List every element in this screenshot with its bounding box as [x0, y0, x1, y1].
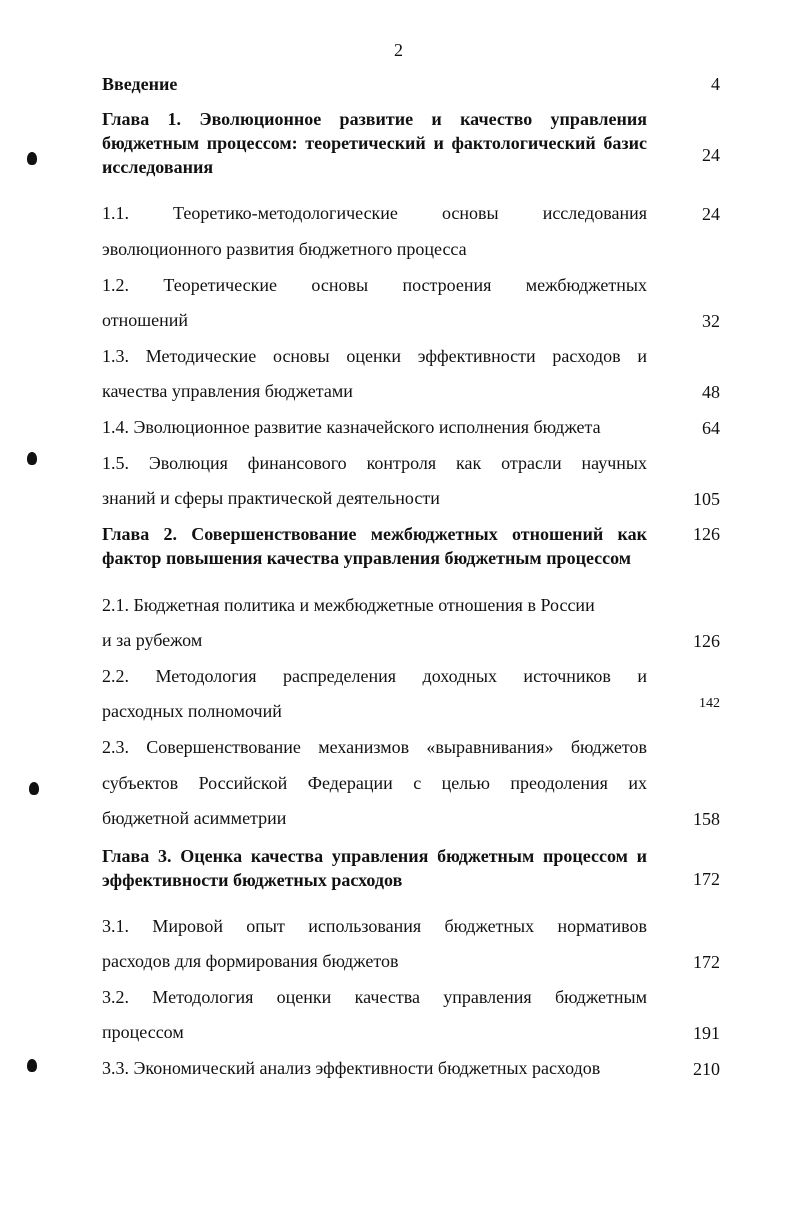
toc-section-1-5-line1: 1.5. Эволюция финансового контроля как отрасли научных	[102, 453, 647, 473]
toc-section-1-3-line2: качества управления бюджетами	[102, 381, 353, 401]
toc-chapter-1-title: Глава 1. Эволюционное развитие и качество управления бюджетным процессом: теоретический и фактологический базис исследования	[102, 109, 647, 177]
toc-section-1-2-line2: отношений	[102, 310, 189, 330]
binder-mark	[27, 452, 37, 465]
toc-section-1-5-page: 105	[693, 489, 720, 509]
toc-section-2-3-line2: субъектов Российской Федерации с целью преодоления их	[102, 773, 647, 793]
toc-section-1-3-line1: 1.3. Методические основы оценки эффективности расходов и	[102, 346, 647, 366]
toc-chapter-2-title: Глава 2. Совершенствование межбюджетных отношений как фактор повышения качества управления бюджетным процессом	[102, 524, 647, 568]
toc-section-2-2-line2: расходных полномочий	[102, 701, 282, 721]
toc-section-2-2-line1: 2.2. Методология распределения доходных источников и	[102, 666, 647, 686]
toc-section-3-1-line1: 3.1. Мировой опыт использования бюджетных нормативов	[102, 916, 647, 936]
toc-section-1-3-page: 48	[702, 382, 720, 402]
toc-section-2-3-line1: 2.3. Совершенствование механизмов «выравнивания» бюджетов	[102, 737, 647, 757]
toc-section-1-4-page: 64	[702, 418, 720, 438]
binder-mark	[29, 782, 39, 795]
toc-chapter-2-page: 126	[693, 524, 720, 544]
toc-section-1-4-line1: 1.4. Эволюционное развитие казначейского исполнения бюджета	[102, 417, 601, 437]
toc-section-1-2-line1: 1.2. Теоретические основы построения межбюджетных	[102, 275, 647, 295]
toc-section-1-5-line2: знаний и сферы практической деятельности	[102, 488, 440, 508]
page-number: 2	[394, 40, 403, 60]
toc-chapter-3-page: 172	[693, 869, 720, 889]
toc-section-3-2-line2: процессом	[102, 1022, 184, 1042]
toc-chapter-3-title: Глава 3. Оценка качества управления бюджетным процессом и эффективности бюджетных расходов	[102, 846, 647, 890]
toc-section-1-1-line2: эволюционного развития бюджетного процесса	[102, 239, 467, 259]
toc-intro-title: Введение	[102, 74, 178, 94]
toc-section-2-1-page: 126	[693, 631, 720, 651]
toc-section-3-2-page: 191	[693, 1023, 720, 1043]
toc-section-2-2-page: 142	[699, 696, 720, 711]
binder-mark	[27, 1059, 37, 1072]
toc-section-1-2-page: 32	[702, 311, 720, 331]
toc-section-2-1-line2: и за рубежом	[102, 630, 203, 650]
toc-section-3-3-page: 210	[693, 1059, 720, 1079]
toc-section-2-3-line3: бюджетной асимметрии	[102, 808, 287, 828]
toc-section-3-2-line1: 3.2. Методология оценки качества управления бюджетным	[102, 987, 647, 1007]
toc-section-2-3-page: 158	[693, 809, 720, 829]
toc-section-1-1-line1: 1.1. Теоретико-методологические основы исследования	[102, 203, 647, 223]
toc-intro-page: 4	[711, 74, 720, 94]
toc-section-3-1-page: 172	[693, 952, 720, 972]
binder-mark	[27, 152, 37, 165]
toc-chapter-1-page: 24	[702, 145, 720, 165]
toc-section-1-1-page: 24	[702, 204, 720, 224]
toc-section-2-1-line1: 2.1. Бюджетная политика и межбюджетные отношения в России	[102, 595, 595, 615]
toc-section-3-1-line2: расходов для формирования бюджетов	[102, 951, 399, 971]
toc-section-3-3-line1: 3.3. Экономический анализ эффективности бюджетных расходов	[102, 1058, 601, 1078]
